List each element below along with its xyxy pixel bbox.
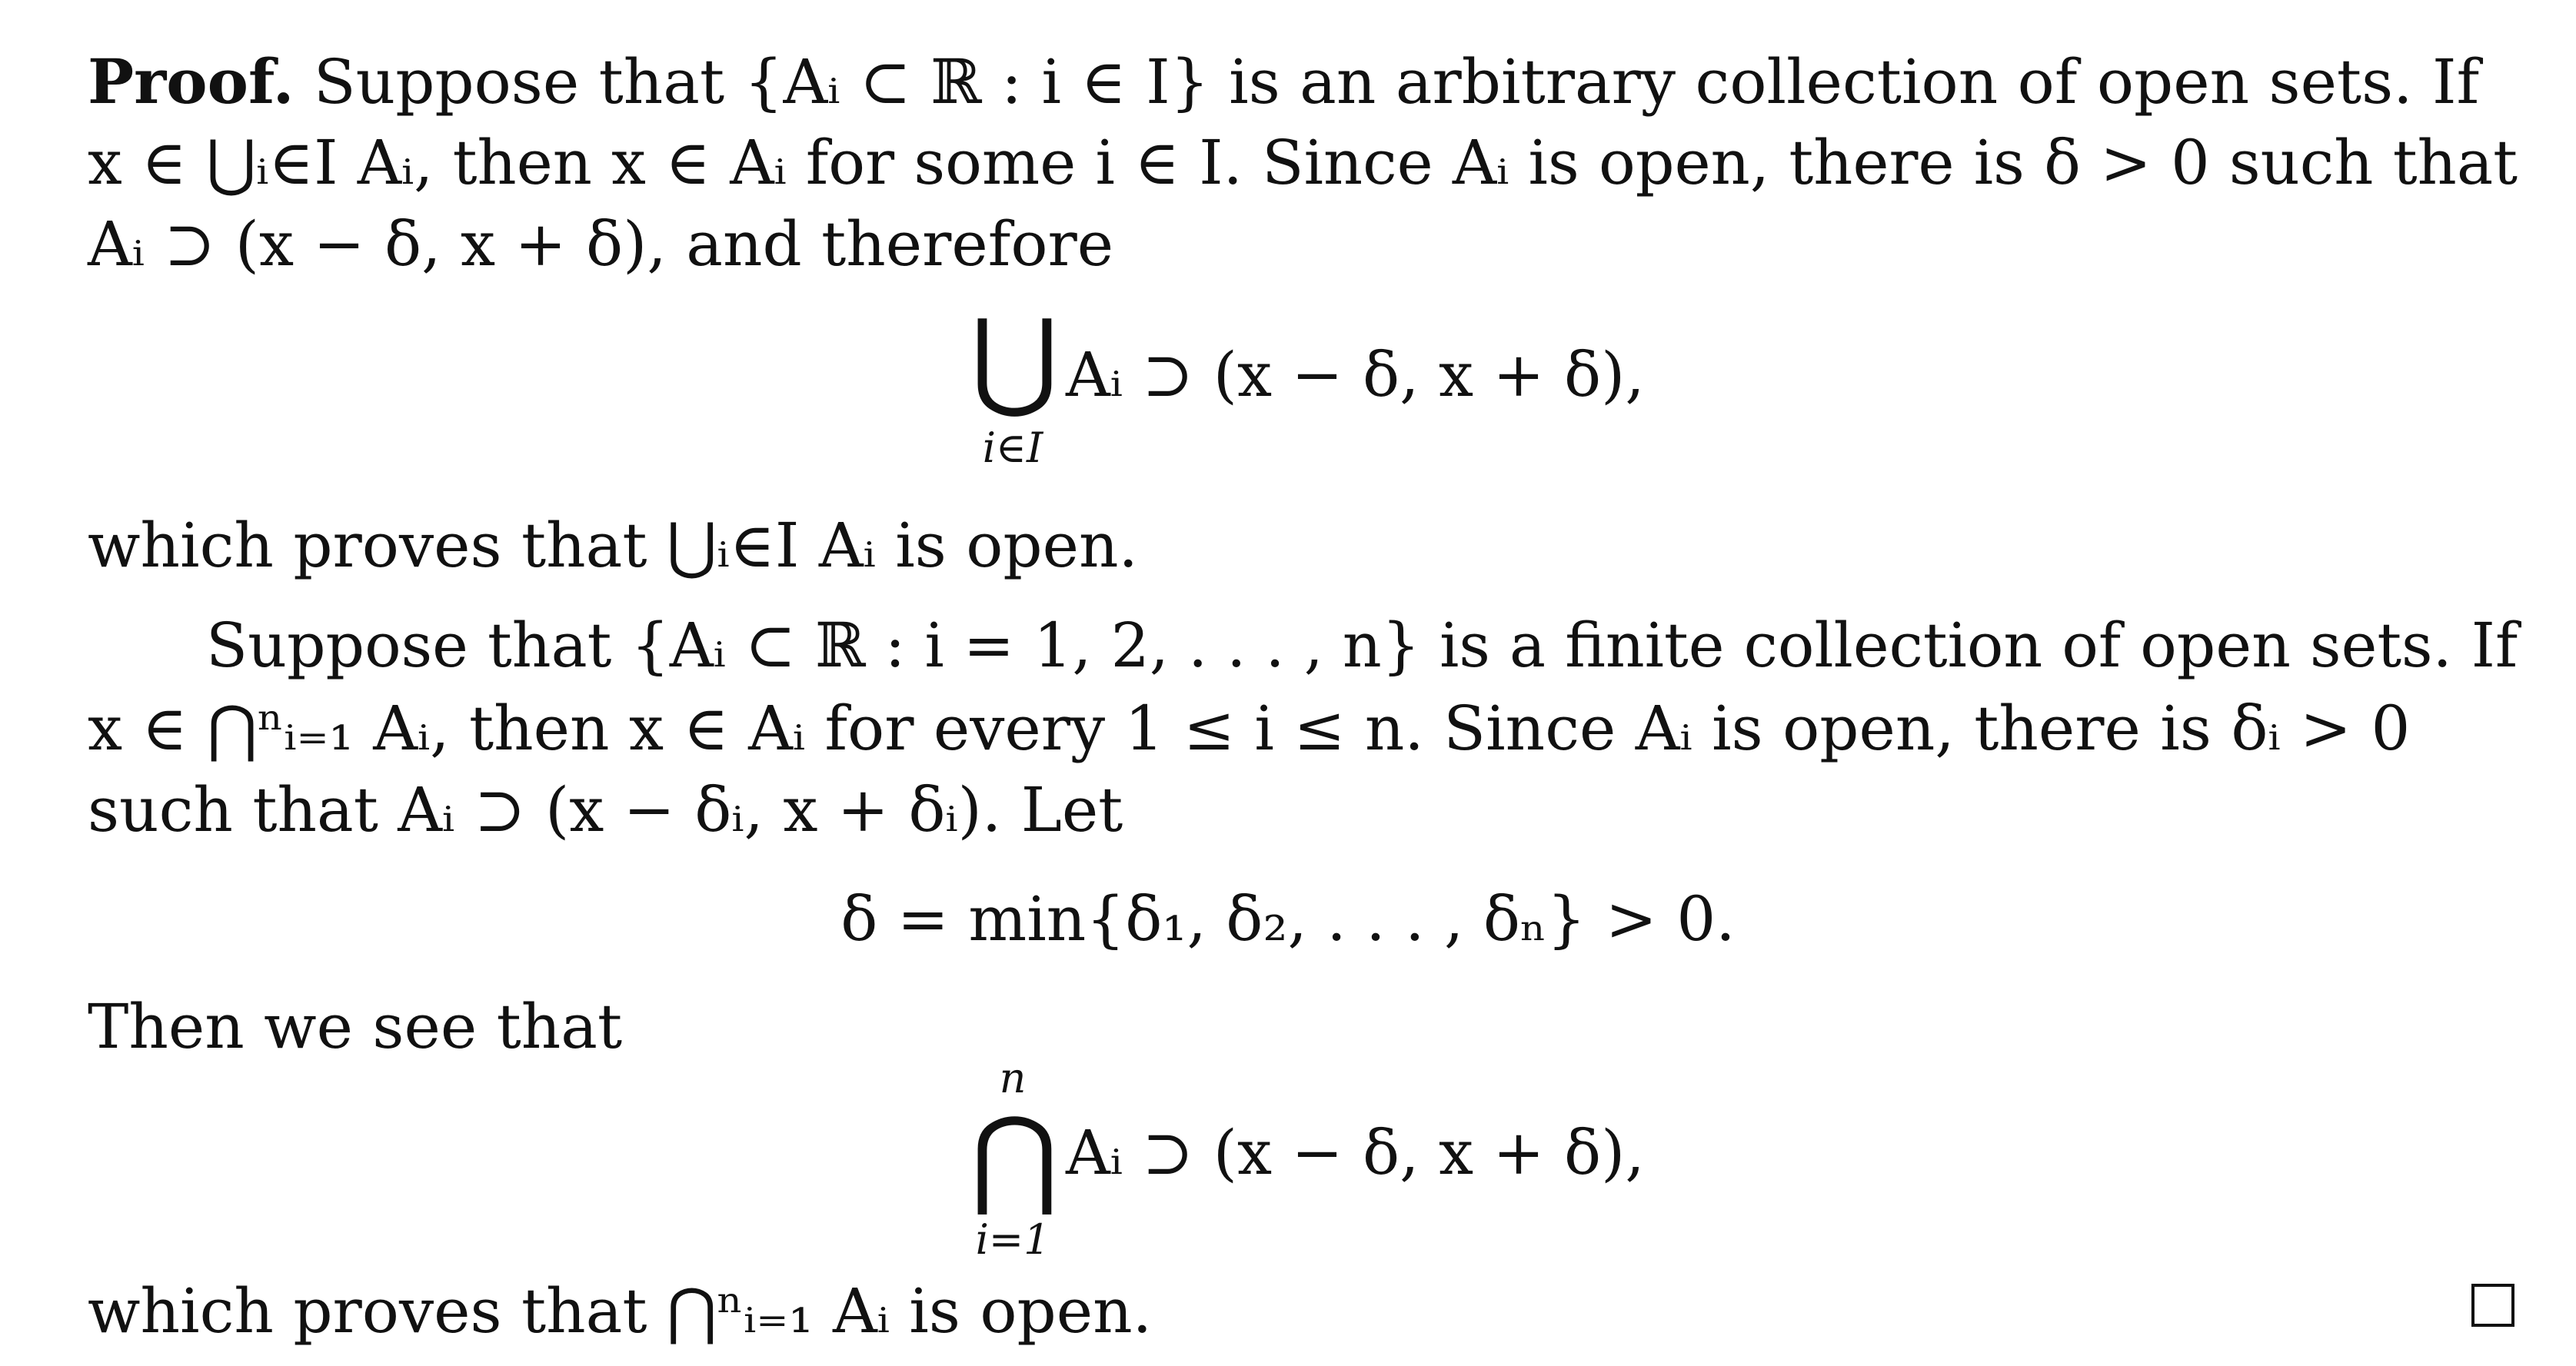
union-lower-limit: i∈I <box>982 424 1043 472</box>
p1-line1-text: Suppose that {Aᵢ ⊂ ℝ : i ∈ I} is an arbitrary collection of open sets. If <box>313 46 2480 118</box>
intersection-operator <box>970 1054 1059 1264</box>
proof-paragraph-2-line-2: x ∈ ⋂ⁿᵢ₌₁ Aᵢ, then x ∈ Aᵢ for every 1 ≤ i ≤ n. Since Aᵢ is open, there is δᵢ > 0 <box>88 693 2411 764</box>
big-intersection-symbol: ⋂ <box>970 1095 1059 1220</box>
qed-box-icon <box>2471 1284 2514 1327</box>
proof-paragraph-3-line-1: Then we see that <box>88 991 623 1062</box>
display-3-expression: Aᵢ ⊃ (x − δ, x + δ), <box>1066 1117 1645 1188</box>
proof-heading: Proof. <box>88 45 295 118</box>
proof-paragraph-2-line-1: Suppose that {Aᵢ ⊂ ℝ : i = 1, 2, . . . , n} is a finite collection of open sets. If <box>206 610 2518 681</box>
big-union-symbol: ⋃ <box>970 297 1059 422</box>
proof-paragraph-3-conclusion: which proves that ⋂ⁿᵢ₌₁ Aᵢ is open. <box>88 1275 1153 1347</box>
proof-paragraph-1-line-2: x ∈ ⋃ᵢ∈I Aᵢ, then x ∈ Aᵢ for some i ∈ I. Since Aᵢ is open, there is δ > 0 such that <box>88 127 2518 198</box>
intersection-lower-limit: i=1 <box>975 1215 1050 1264</box>
display-2-equation: δ = min{δ₁, δ₂, . . . , δₙ} > 0. <box>840 883 1736 955</box>
union-operator <box>970 297 1059 472</box>
proof-paragraph-1-line-1 <box>88 45 2518 118</box>
proof-paragraph-1-conclusion: which proves that ⋃ᵢ∈I Aᵢ is open. <box>88 510 1138 581</box>
intersection-upper-limit: n <box>999 1054 1027 1102</box>
display-1-expression: Aᵢ ⊃ (x − δ, x + δ), <box>1066 339 1645 410</box>
proof-paragraph-1-line-3: Aᵢ ⊃ (x − δ, x + δ), and therefore <box>88 208 1114 280</box>
proof-paragraph-2-line-3: such that Aᵢ ⊃ (x − δᵢ, x + δᵢ). Let <box>88 774 1123 846</box>
